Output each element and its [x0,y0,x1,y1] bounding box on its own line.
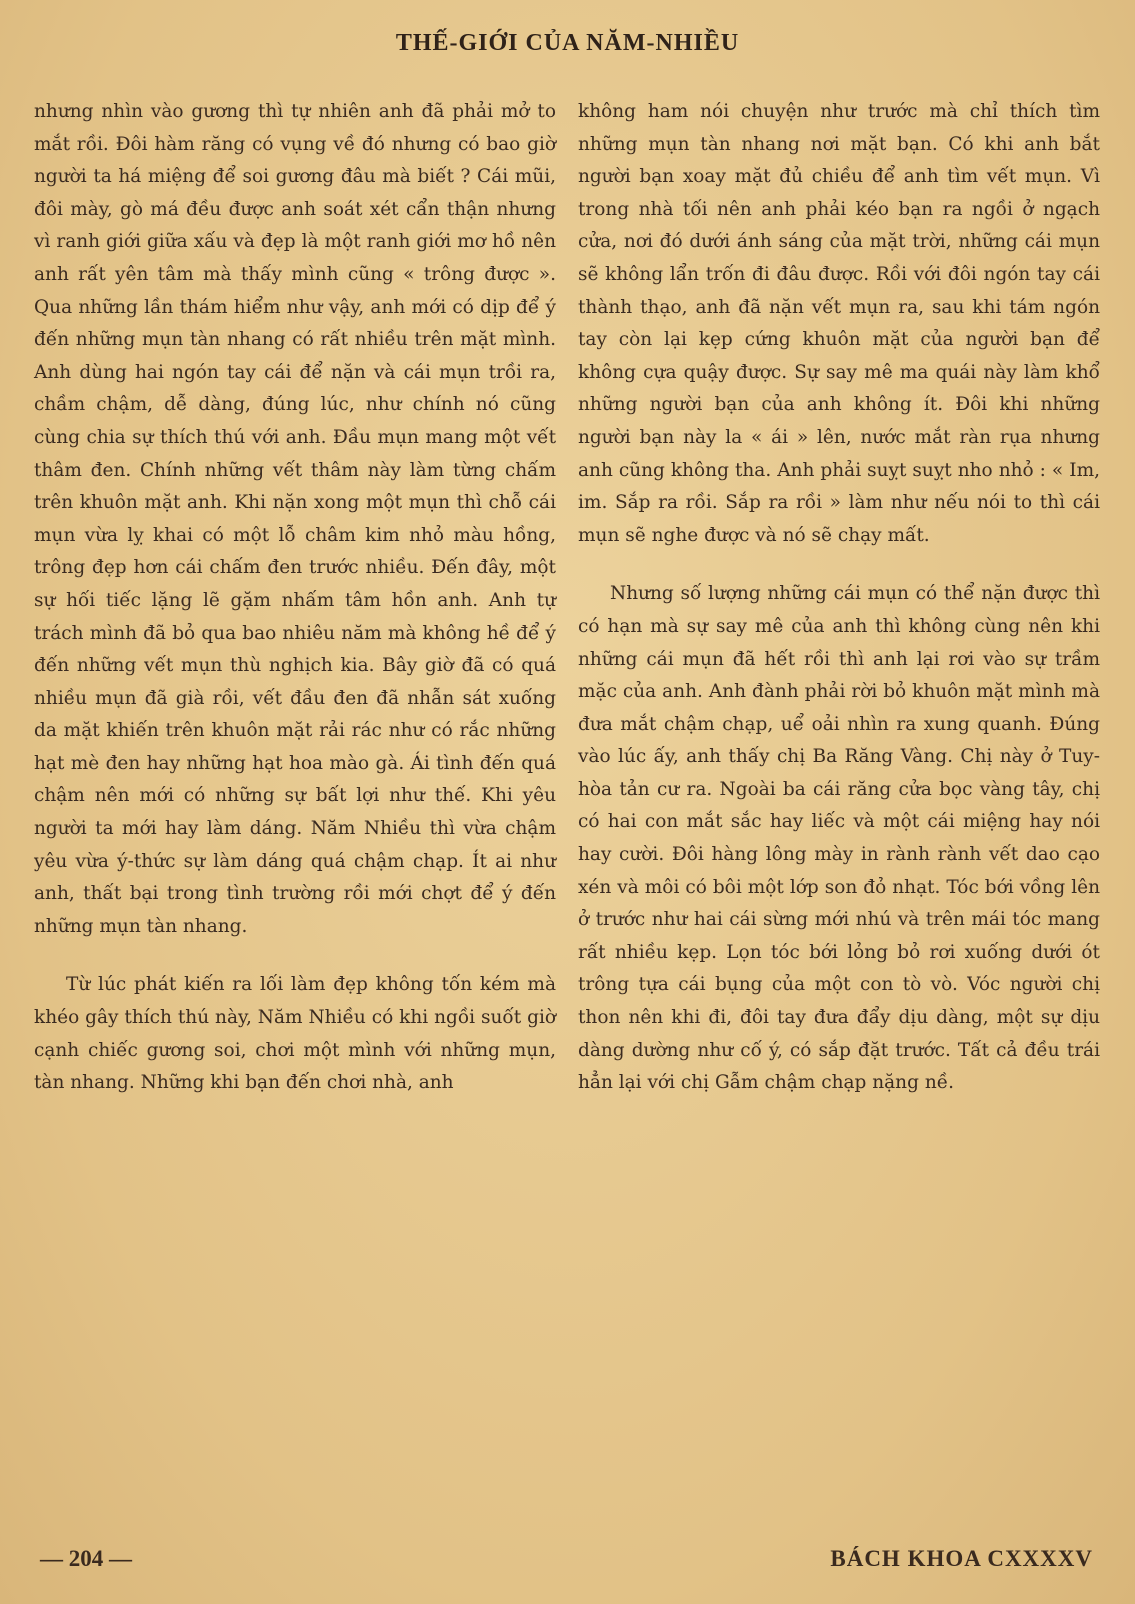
left-column [34,96,556,1100]
right-paragraph-1: không ham nói chuyện như trước mà chỉ thích tìm những mụn tàn nhang nơi mặt bạn. Có khi anh bắt người bạn xoay mặt đủ chiều để anh tìm vết mụn. Vì trong nhà tối nên anh phải kéo bạn ra ngồi ở ngạch cửa, nơi đó dưới ánh sáng của mặt trời, những cái mụn sẽ không lẩn trốn đi đâu được. Rồi với đôi ngón tay cái thành thạo, anh đã nặn vết mụn ra, sau khi tám ngón tay còn lại kẹp cứng khuôn mặt của người bạn để không cựa quậy được. Sự say mê ma quái này làm khổ những người bạn của anh không ít. Đôi khi những người bạn này la « ái » lên, nước mắt ràn rụa nhưng anh cũng không tha. Anh phải suỵt suỵt nho nhỏ : « Im, im. Sắp ra rồi. Sắp ra rồi » làm như nếu nói to thì cái mụn sẽ nghe được và nó sẽ chạy mất. [578,101,1100,546]
right-paragraph-2: Nhưng số lượng những cái mụn có thể nặn được thì có hạn mà sự say mê của anh thì không cùng nên khi những cái mụn đã hết rồi thì anh lại rơi vào sự trầm mặc của anh. Anh đành phải rời bỏ khuôn mặt mình mà đưa mắt chậm chạp, uể oải nhìn ra xung quanh. Đúng vào lúc ấy, anh thấy chị Ba Răng Vàng. Chị này ở Tuy-hòa tản cư ra. Ngoài ba cái răng cửa bọc vàng tây, chị có hai con mắt sắc hay liếc và một cái miệng hay nói hay cười. Đôi hàng lông mày in rành rành vết dao cạo xén và môi có bôi một lớp son đỏ nhạt. Tóc bới vồng lên ở trước như hai cái sừng mới nhú và trên mái tóc mang rất nhiều kẹp. Lọn tóc bới lỏng bỏ rơi xuống dưới ót trông tựa cái bụng của một con tò vò. Vóc người chị thon nên khi đi, đôi tay đưa đẩy dịu dàng, một sự dịu dàng dường như cố ý, có sắp đặt trước. Tất cả đều trái hẳn lại với chị Gẫm chậm chạp nặng nề. [578,583,1100,1094]
right-column [578,96,1100,1100]
left-paragraph-1: nhưng nhìn vào gương thì tự nhiên anh đã phải mở to mắt rồi. Đôi hàm răng có vụng về đó nhưng có bao giờ người ta há miệng để soi gương đâu mà biết ? Cái mũi, đôi mày, gò má đều được anh soát xét cẩn thận nhưng vì ranh giới giữa xấu và đẹp là một ranh giới mơ hồ nên anh rất yên tâm mà thấy mình cũng « trông được ». Qua những lần thám hiểm như vậy, anh mới có dịp để ý đến những mụn tàn nhang có rất nhiều trên mặt mình. Anh dùng hai ngón tay cái để nặn và cái mụn trồi ra, chầm chậm, dễ dàng, đúng lúc, như chính nó cũng cùng chia sự thích thú với anh. Đầu mụn mang một vết thâm đen. Chính những vết thâm này làm từng chấm trên khuôn mặt anh. Khi nặn xong một mụn thì chỗ cái mụn vừa lỵ khai có một lỗ châm kim nhỏ màu hồng, trông đẹp hơn cái chấm đen trước nhiều. Đến đây, một sự hối tiếc lặng lẽ gặm nhấm tâm hồn anh. Anh tự trách mình đã bỏ qua bao nhiêu năm mà không hề để ý đến những vết mụn thù nghịch kia. Bây giờ đã có quá nhiều mụn đã già rồi, vết đầu đen đã nhẫn sát xuống da mặt khiến trên khuôn mặt rải rác như có rắc những hạt mè đen hay những hạt hoa mào gà. Ái tình đến quá chậm nên mới có những sự bất lợi như thế. Khi yêu người ta mới hay làm dáng. Năm Nhiều thì vừa chậm yêu vừa ý-thức sự làm dáng quá chậm chạp. Ít ai như anh, thất bại trong tình trường rồi mới chợt để ý đến những mụn tàn nhang. [34,101,556,937]
publication-name: BÁCH KHOA CXXXXV [830,1546,1093,1571]
left-paragraph-2: Từ lúc phát kiến ra lối làm đẹp không tốn kém mà khéo gây thích thú này, Năm Nhiều có khi ngồi suốt giờ cạnh chiếc gương soi, chơi một mình với những mụn, tàn nhang. Những khi bạn đến chơi nhà, anh [34,974,556,1094]
page-header-title: THẾ-GIỚI CỦA NĂM-NHIỀU [395,30,740,56]
page-number: — 204 — [40,1546,132,1571]
